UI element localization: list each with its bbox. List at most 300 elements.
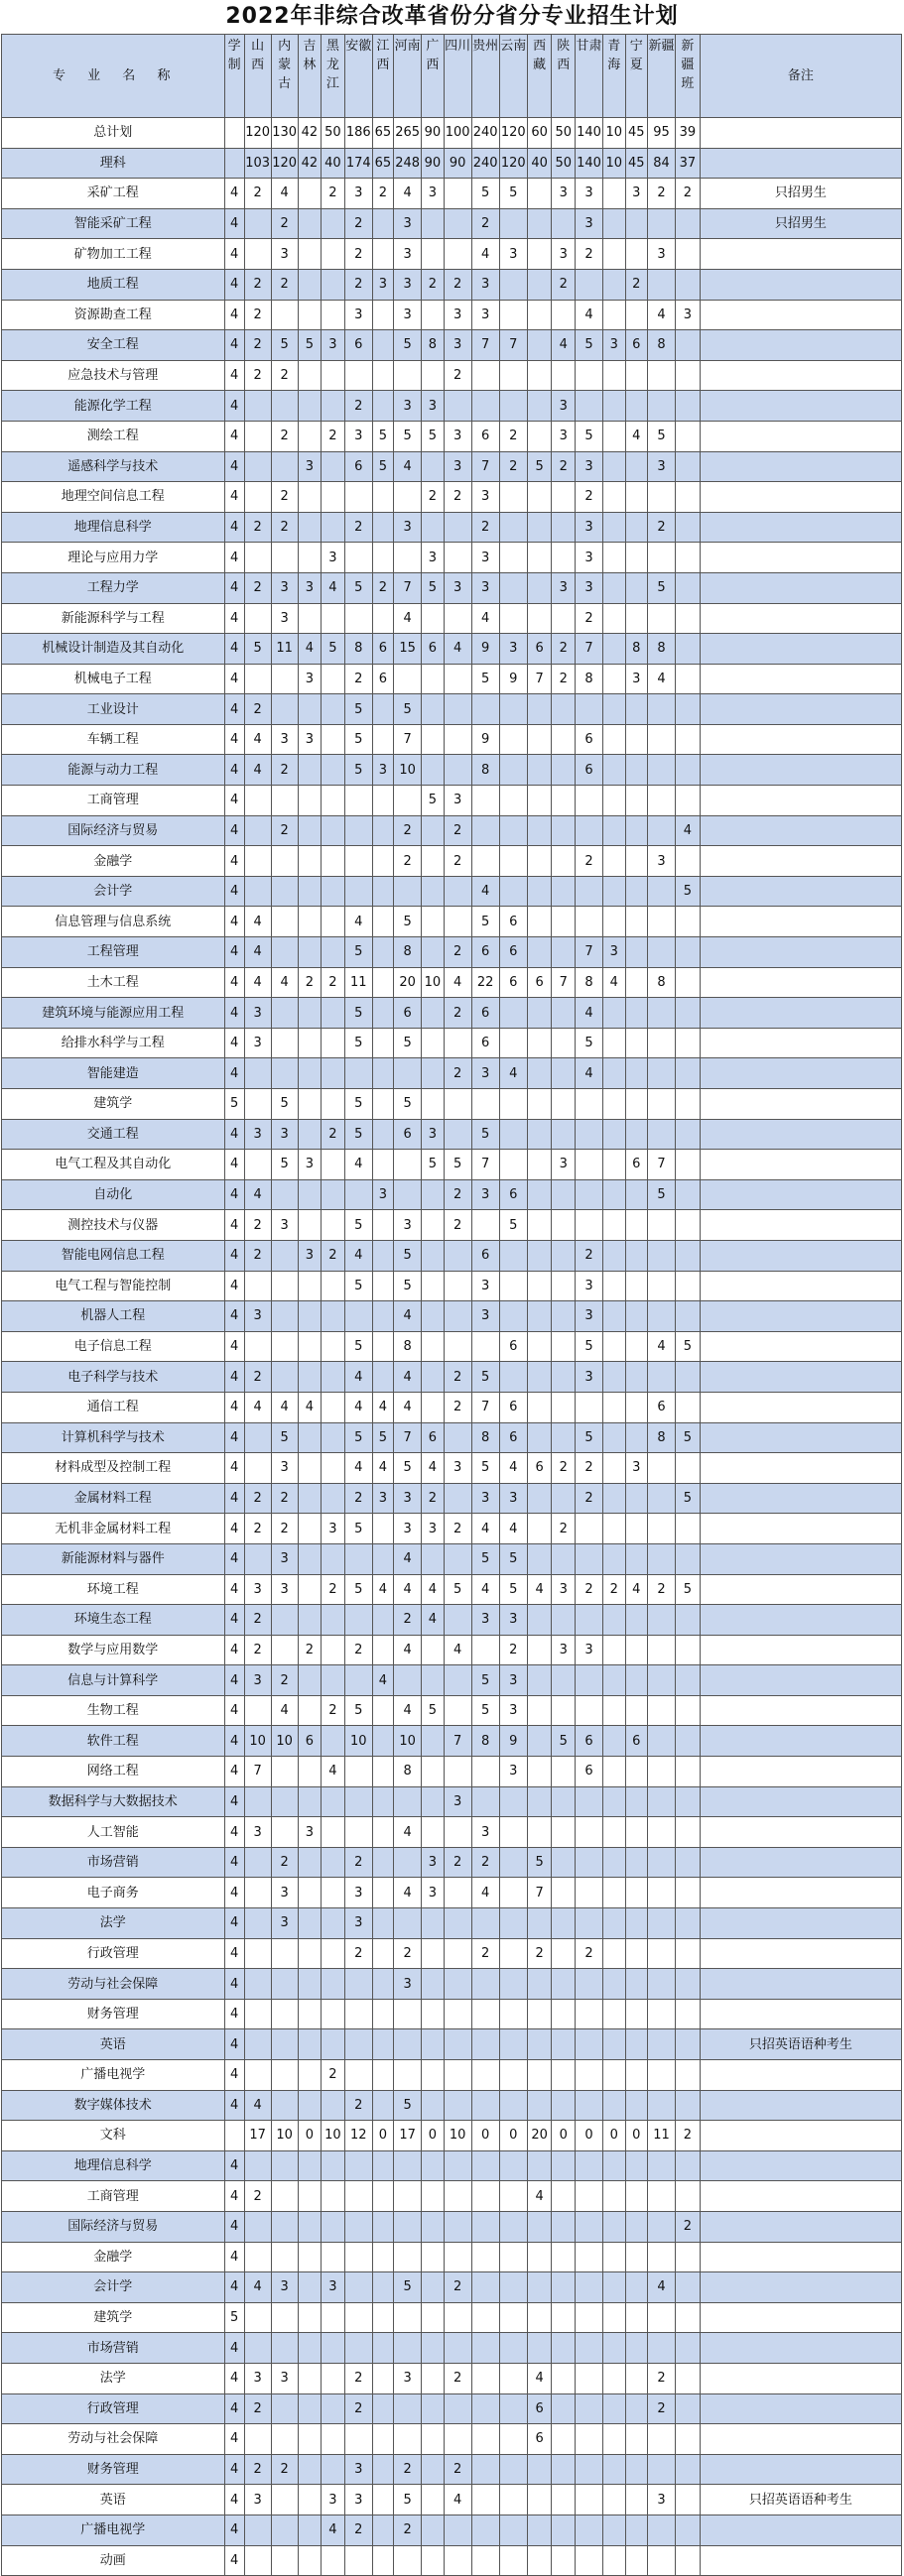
quota-cell <box>344 786 372 816</box>
quota-cell <box>499 876 527 907</box>
quota-cell <box>298 512 322 543</box>
quota-cell <box>244 2302 271 2333</box>
quota-cell: 0 <box>298 2121 322 2151</box>
quota-cell <box>271 1969 298 2000</box>
quota-cell <box>372 1058 393 1089</box>
quota-cell: 5 <box>344 724 372 755</box>
note-cell <box>700 543 901 573</box>
quota-cell: 3 <box>298 1240 322 1271</box>
quota-cell <box>394 1058 422 1089</box>
quota-cell: 5 <box>322 634 345 665</box>
quota-cell <box>676 1665 701 1696</box>
quota-cell: 6 <box>372 634 393 665</box>
quota-cell <box>372 300 393 330</box>
quota-cell: 3 <box>647 239 675 270</box>
quota-cell <box>322 300 345 330</box>
quota-cell <box>527 1757 552 1787</box>
quota-cell <box>527 300 552 330</box>
table-row <box>2 1665 902 1696</box>
quota-cell: 6 <box>499 1422 527 1453</box>
major-name-cell: 人工智能 <box>2 1817 225 1848</box>
note-cell <box>700 1635 901 1665</box>
quota-cell <box>298 1786 322 1817</box>
quota-cell <box>552 1847 576 1878</box>
quota-cell <box>625 1301 647 1332</box>
quota-cell <box>444 1331 471 1362</box>
quota-cell: 2 <box>344 391 372 422</box>
quota-cell <box>372 391 393 422</box>
quota-cell <box>422 1362 444 1393</box>
quota-cell: 39 <box>676 118 701 149</box>
quota-cell: 3 <box>372 1179 393 1210</box>
quota-cell <box>625 694 647 725</box>
quota-cell: 2 <box>271 421 298 451</box>
quota-cell <box>298 208 322 239</box>
quota-cell <box>322 1362 345 1393</box>
quota-cell <box>625 360 647 391</box>
quota-cell <box>322 876 345 907</box>
quota-cell <box>676 603 701 634</box>
major-name-cell: 软件工程 <box>2 1726 225 1757</box>
quota-cell: 2 <box>444 815 471 846</box>
quota-cell: 3 <box>394 208 422 239</box>
quota-cell: 4 <box>471 1878 499 1908</box>
quota-cell <box>394 786 422 816</box>
quota-cell: 2 <box>271 1665 298 1696</box>
quota-cell: 3 <box>647 2485 675 2515</box>
xuezhi-cell: 4 <box>224 543 244 573</box>
quota-cell <box>647 724 675 755</box>
xuezhi-cell: 4 <box>224 1786 244 1817</box>
quota-cell <box>244 1089 271 1120</box>
quota-cell <box>244 1695 271 1726</box>
quota-cell <box>394 2029 422 2060</box>
quota-cell <box>552 1665 576 1696</box>
quota-cell <box>322 755 345 786</box>
quota-cell <box>394 1665 422 1696</box>
quota-cell <box>372 2485 393 2515</box>
quota-cell <box>422 2424 444 2455</box>
quota-cell: 0 <box>552 2121 576 2151</box>
quota-cell <box>625 2515 647 2545</box>
quota-cell <box>244 1878 271 1908</box>
quota-cell <box>676 1726 701 1757</box>
major-header: 专 业 名 称 <box>2 35 225 118</box>
quota-cell: 7 <box>394 572 422 603</box>
quota-cell <box>603 1179 625 1210</box>
quota-cell <box>444 1605 471 1636</box>
quota-cell: 40 <box>322 148 345 179</box>
quota-cell <box>444 2424 471 2455</box>
quota-cell: 2 <box>271 2454 298 2485</box>
quota-cell <box>471 815 499 846</box>
quota-cell <box>372 1726 393 1757</box>
note-cell <box>700 2393 901 2424</box>
quota-cell: 2 <box>444 360 471 391</box>
quota-cell: 5 <box>422 786 444 816</box>
xuezhi-cell: 4 <box>224 967 244 998</box>
xuezhi-cell: 4 <box>224 1301 244 1332</box>
quota-cell <box>444 2181 471 2212</box>
quota-cell: 5 <box>471 179 499 209</box>
quota-cell <box>625 2211 647 2242</box>
quota-cell: 5 <box>271 1422 298 1453</box>
quota-cell <box>527 330 552 361</box>
quota-cell: 8 <box>647 330 675 361</box>
quota-cell <box>552 1271 576 1301</box>
quota-cell: 4 <box>471 603 499 634</box>
quota-cell <box>372 1605 393 1636</box>
major-name-cell: 材料成型及控制工程 <box>2 1453 225 1484</box>
quota-cell: 5 <box>471 1362 499 1393</box>
quota-cell <box>552 2211 576 2242</box>
quota-cell <box>552 2545 576 2576</box>
quota-cell: 5 <box>471 1665 499 1696</box>
quota-cell <box>527 543 552 573</box>
quota-cell: 4 <box>576 300 603 330</box>
quota-cell <box>444 1301 471 1332</box>
table-row <box>2 1119 902 1150</box>
quota-cell: 7 <box>499 330 527 361</box>
quota-cell <box>244 1847 271 1878</box>
quota-cell <box>394 2242 422 2272</box>
quota-cell <box>625 1392 647 1422</box>
quota-cell: 4 <box>244 2090 271 2121</box>
quota-cell: 4 <box>471 1514 499 1544</box>
quota-cell <box>576 2272 603 2303</box>
quota-cell: 2 <box>552 269 576 300</box>
table-row <box>2 1543 902 1574</box>
quota-cell: 5 <box>271 1150 298 1180</box>
note-cell <box>700 937 901 968</box>
quota-cell <box>625 2363 647 2393</box>
quota-cell <box>372 482 393 513</box>
quota-cell: 0 <box>471 2121 499 2151</box>
table-row <box>2 269 902 300</box>
xuezhi-cell: 4 <box>224 1210 244 1241</box>
note-cell <box>700 391 901 422</box>
quota-cell <box>271 1179 298 1210</box>
note-cell: 只招男生 <box>700 179 901 209</box>
quota-cell <box>625 2545 647 2576</box>
quota-cell <box>344 2272 372 2303</box>
quota-cell <box>676 1817 701 1848</box>
quota-cell: 5 <box>552 1726 576 1757</box>
xuezhi-cell: 4 <box>224 2363 244 2393</box>
quota-cell <box>552 2150 576 2181</box>
note-cell <box>700 1240 901 1271</box>
quota-cell <box>676 1999 701 2029</box>
quota-cell <box>527 208 552 239</box>
quota-cell: 2 <box>552 664 576 694</box>
quota-cell <box>676 421 701 451</box>
quota-cell <box>322 391 345 422</box>
quota-cell <box>625 1605 647 1636</box>
major-name-cell: 工商管理 <box>2 786 225 816</box>
quota-cell: 4 <box>444 1635 471 1665</box>
quota-cell <box>271 2485 298 2515</box>
quota-cell <box>372 1757 393 1787</box>
major-name-cell: 建筑学 <box>2 2302 225 2333</box>
quota-cell <box>603 1210 625 1241</box>
quota-cell <box>394 664 422 694</box>
quota-cell <box>344 1058 372 1089</box>
quota-cell: 0 <box>576 2121 603 2151</box>
quota-cell: 5 <box>444 1574 471 1605</box>
quota-cell: 3 <box>344 179 372 209</box>
quota-cell <box>372 1817 393 1848</box>
quota-cell <box>527 239 552 270</box>
quota-cell <box>603 2150 625 2181</box>
quota-cell <box>244 1786 271 1817</box>
quota-cell <box>244 2333 271 2364</box>
quota-cell <box>422 815 444 846</box>
quota-cell <box>625 2485 647 2515</box>
quota-cell: 6 <box>422 634 444 665</box>
quota-cell <box>676 1089 701 1120</box>
quota-cell <box>647 815 675 846</box>
quota-cell: 9 <box>471 724 499 755</box>
quota-cell <box>676 998 701 1029</box>
note-cell <box>700 1908 901 1939</box>
quota-cell <box>527 360 552 391</box>
quota-cell <box>444 1422 471 1453</box>
quota-cell: 5 <box>344 1422 372 1453</box>
quota-cell <box>372 1240 393 1271</box>
quota-cell <box>625 208 647 239</box>
quota-cell: 3 <box>499 1665 527 1696</box>
quota-cell <box>298 2060 322 2091</box>
quota-cell: 4 <box>244 1179 271 1210</box>
quota-cell <box>552 907 576 937</box>
quota-cell: 5 <box>676 1422 701 1453</box>
xuezhi-cell: 4 <box>224 998 244 1029</box>
quota-cell <box>527 2485 552 2515</box>
quota-cell: 5 <box>422 1150 444 1180</box>
quota-cell: 3 <box>298 664 322 694</box>
quota-cell: 7 <box>647 1150 675 1180</box>
quota-cell <box>527 907 552 937</box>
quota-cell <box>625 1757 647 1787</box>
note-cell <box>700 1878 901 1908</box>
major-name-cell: 能源与动力工程 <box>2 755 225 786</box>
quota-cell: 90 <box>422 148 444 179</box>
quota-cell <box>647 694 675 725</box>
quota-cell: 4 <box>271 1392 298 1422</box>
quota-cell <box>372 1150 393 1180</box>
quota-cell: 2 <box>244 1605 271 1636</box>
quota-cell <box>499 1938 527 1969</box>
quota-cell: 3 <box>271 603 298 634</box>
quota-cell <box>372 512 393 543</box>
note-cell <box>700 1726 901 1757</box>
quota-cell <box>499 2424 527 2455</box>
quota-cell <box>322 1605 345 1636</box>
quota-cell: 4 <box>647 664 675 694</box>
quota-cell <box>372 1635 393 1665</box>
quota-cell <box>527 1392 552 1422</box>
quota-cell <box>625 1695 647 1726</box>
quota-cell <box>603 239 625 270</box>
quota-cell <box>372 2060 393 2091</box>
quota-cell: 6 <box>647 1392 675 1422</box>
quota-cell <box>625 543 647 573</box>
table-row <box>2 2029 902 2060</box>
quota-cell: 6 <box>527 2393 552 2424</box>
xuezhi-cell: 4 <box>224 179 244 209</box>
quota-cell <box>244 239 271 270</box>
quota-cell <box>372 1999 393 2029</box>
quota-cell: 2 <box>344 208 372 239</box>
quota-cell <box>676 2454 701 2485</box>
quota-cell: 140 <box>576 118 603 149</box>
quota-cell <box>422 1331 444 1362</box>
major-name-cell: 智能电网信息工程 <box>2 1240 225 1271</box>
quota-cell: 6 <box>471 1240 499 1271</box>
quota-cell: 65 <box>372 118 393 149</box>
quota-cell <box>676 967 701 998</box>
quota-cell <box>625 1847 647 1878</box>
quota-cell <box>422 2272 444 2303</box>
quota-cell <box>527 1089 552 1120</box>
xuezhi-cell: 4 <box>224 815 244 846</box>
quota-cell: 3 <box>344 1878 372 1908</box>
quota-cell <box>603 1999 625 2029</box>
quota-cell: 6 <box>625 1150 647 1180</box>
quota-cell: 2 <box>444 269 471 300</box>
quota-cell <box>422 1179 444 1210</box>
quota-cell: 4 <box>499 1514 527 1544</box>
table-row <box>2 1210 902 1241</box>
quota-cell <box>298 2515 322 2545</box>
quota-cell <box>576 1665 603 1696</box>
quota-cell <box>298 1453 322 1484</box>
quota-cell <box>552 1058 576 1089</box>
quota-cell <box>603 572 625 603</box>
quota-cell: 5 <box>471 907 499 937</box>
major-name-cell: 广播电视学 <box>2 2515 225 2545</box>
table-row <box>2 2242 902 2272</box>
quota-cell <box>625 2333 647 2364</box>
quota-cell <box>603 1908 625 1939</box>
table-row <box>2 1757 902 1787</box>
quota-cell <box>322 2393 345 2424</box>
province-header: 广西 <box>422 35 444 118</box>
quota-cell <box>676 755 701 786</box>
quota-cell <box>499 2545 527 2576</box>
quota-cell <box>527 482 552 513</box>
major-name-cell: 能源化学工程 <box>2 391 225 422</box>
major-name-cell: 车辆工程 <box>2 724 225 755</box>
quota-cell <box>603 1635 625 1665</box>
quota-cell: 4 <box>344 1392 372 1422</box>
quota-cell: 2 <box>344 1483 372 1514</box>
quota-cell: 3 <box>298 1817 322 1848</box>
quota-cell <box>499 2242 527 2272</box>
quota-cell <box>552 786 576 816</box>
quota-cell <box>298 2181 322 2212</box>
quota-cell: 22 <box>471 967 499 998</box>
quota-cell <box>552 1392 576 1422</box>
quota-cell <box>471 1331 499 1362</box>
quota-cell: 3 <box>344 1908 372 1939</box>
quota-cell <box>603 1301 625 1332</box>
quota-cell <box>647 1695 675 1726</box>
quota-cell <box>603 2029 625 2060</box>
table-row <box>2 2393 902 2424</box>
quota-cell <box>372 724 393 755</box>
quota-cell: 4 <box>527 1574 552 1605</box>
quota-cell: 2 <box>422 1483 444 1514</box>
quota-cell: 3 <box>372 1483 393 1514</box>
quota-cell <box>552 1483 576 1514</box>
quota-cell: 4 <box>471 876 499 907</box>
quota-cell: 6 <box>372 664 393 694</box>
quota-cell <box>372 239 393 270</box>
quota-cell <box>471 1635 499 1665</box>
quota-cell <box>244 2242 271 2272</box>
quota-cell <box>499 1878 527 1908</box>
quota-cell: 3 <box>271 1908 298 1939</box>
table-row <box>2 118 902 149</box>
quota-cell <box>552 1028 576 1058</box>
note-cell <box>700 1969 901 2000</box>
table-row <box>2 724 902 755</box>
quota-cell <box>244 451 271 482</box>
quota-cell <box>552 2515 576 2545</box>
quota-cell <box>271 1938 298 1969</box>
quota-cell <box>552 876 576 907</box>
quota-cell <box>625 1665 647 1696</box>
quota-cell <box>527 1695 552 1726</box>
quota-cell: 10 <box>271 2121 298 2151</box>
quota-cell <box>298 1757 322 1787</box>
quota-cell <box>625 1331 647 1362</box>
quota-cell <box>603 1422 625 1453</box>
major-name-cell: 机器人工程 <box>2 1301 225 1332</box>
quota-cell <box>271 998 298 1029</box>
quota-cell <box>527 2302 552 2333</box>
quota-cell: 2 <box>244 2454 271 2485</box>
quota-cell: 4 <box>298 1392 322 1422</box>
quota-cell: 2 <box>394 1605 422 1636</box>
quota-cell <box>676 1240 701 1271</box>
major-name-cell: 智能采矿工程 <box>2 208 225 239</box>
quota-cell: 42 <box>298 148 322 179</box>
quota-cell: 3 <box>552 1574 576 1605</box>
quota-cell <box>372 2090 393 2121</box>
note-cell <box>700 2545 901 2576</box>
quota-cell: 2 <box>322 421 345 451</box>
quota-cell <box>625 1271 647 1301</box>
quota-cell <box>444 1757 471 1787</box>
quota-cell <box>603 1726 625 1757</box>
note-cell <box>700 421 901 451</box>
page-title: 2022年非综合改革省份分省分专业招生计划 <box>225 4 679 29</box>
quota-cell: 3 <box>647 846 675 877</box>
quota-cell: 17 <box>244 2121 271 2151</box>
quota-cell <box>676 1453 701 1484</box>
table-row <box>2 967 902 998</box>
quota-cell <box>471 2424 499 2455</box>
quota-cell <box>527 1301 552 1332</box>
quota-cell: 2 <box>271 512 298 543</box>
quota-cell <box>576 1969 603 2000</box>
quota-cell: 3 <box>298 724 322 755</box>
quota-cell <box>244 2545 271 2576</box>
quota-cell <box>394 2150 422 2181</box>
note-cell <box>700 998 901 1029</box>
